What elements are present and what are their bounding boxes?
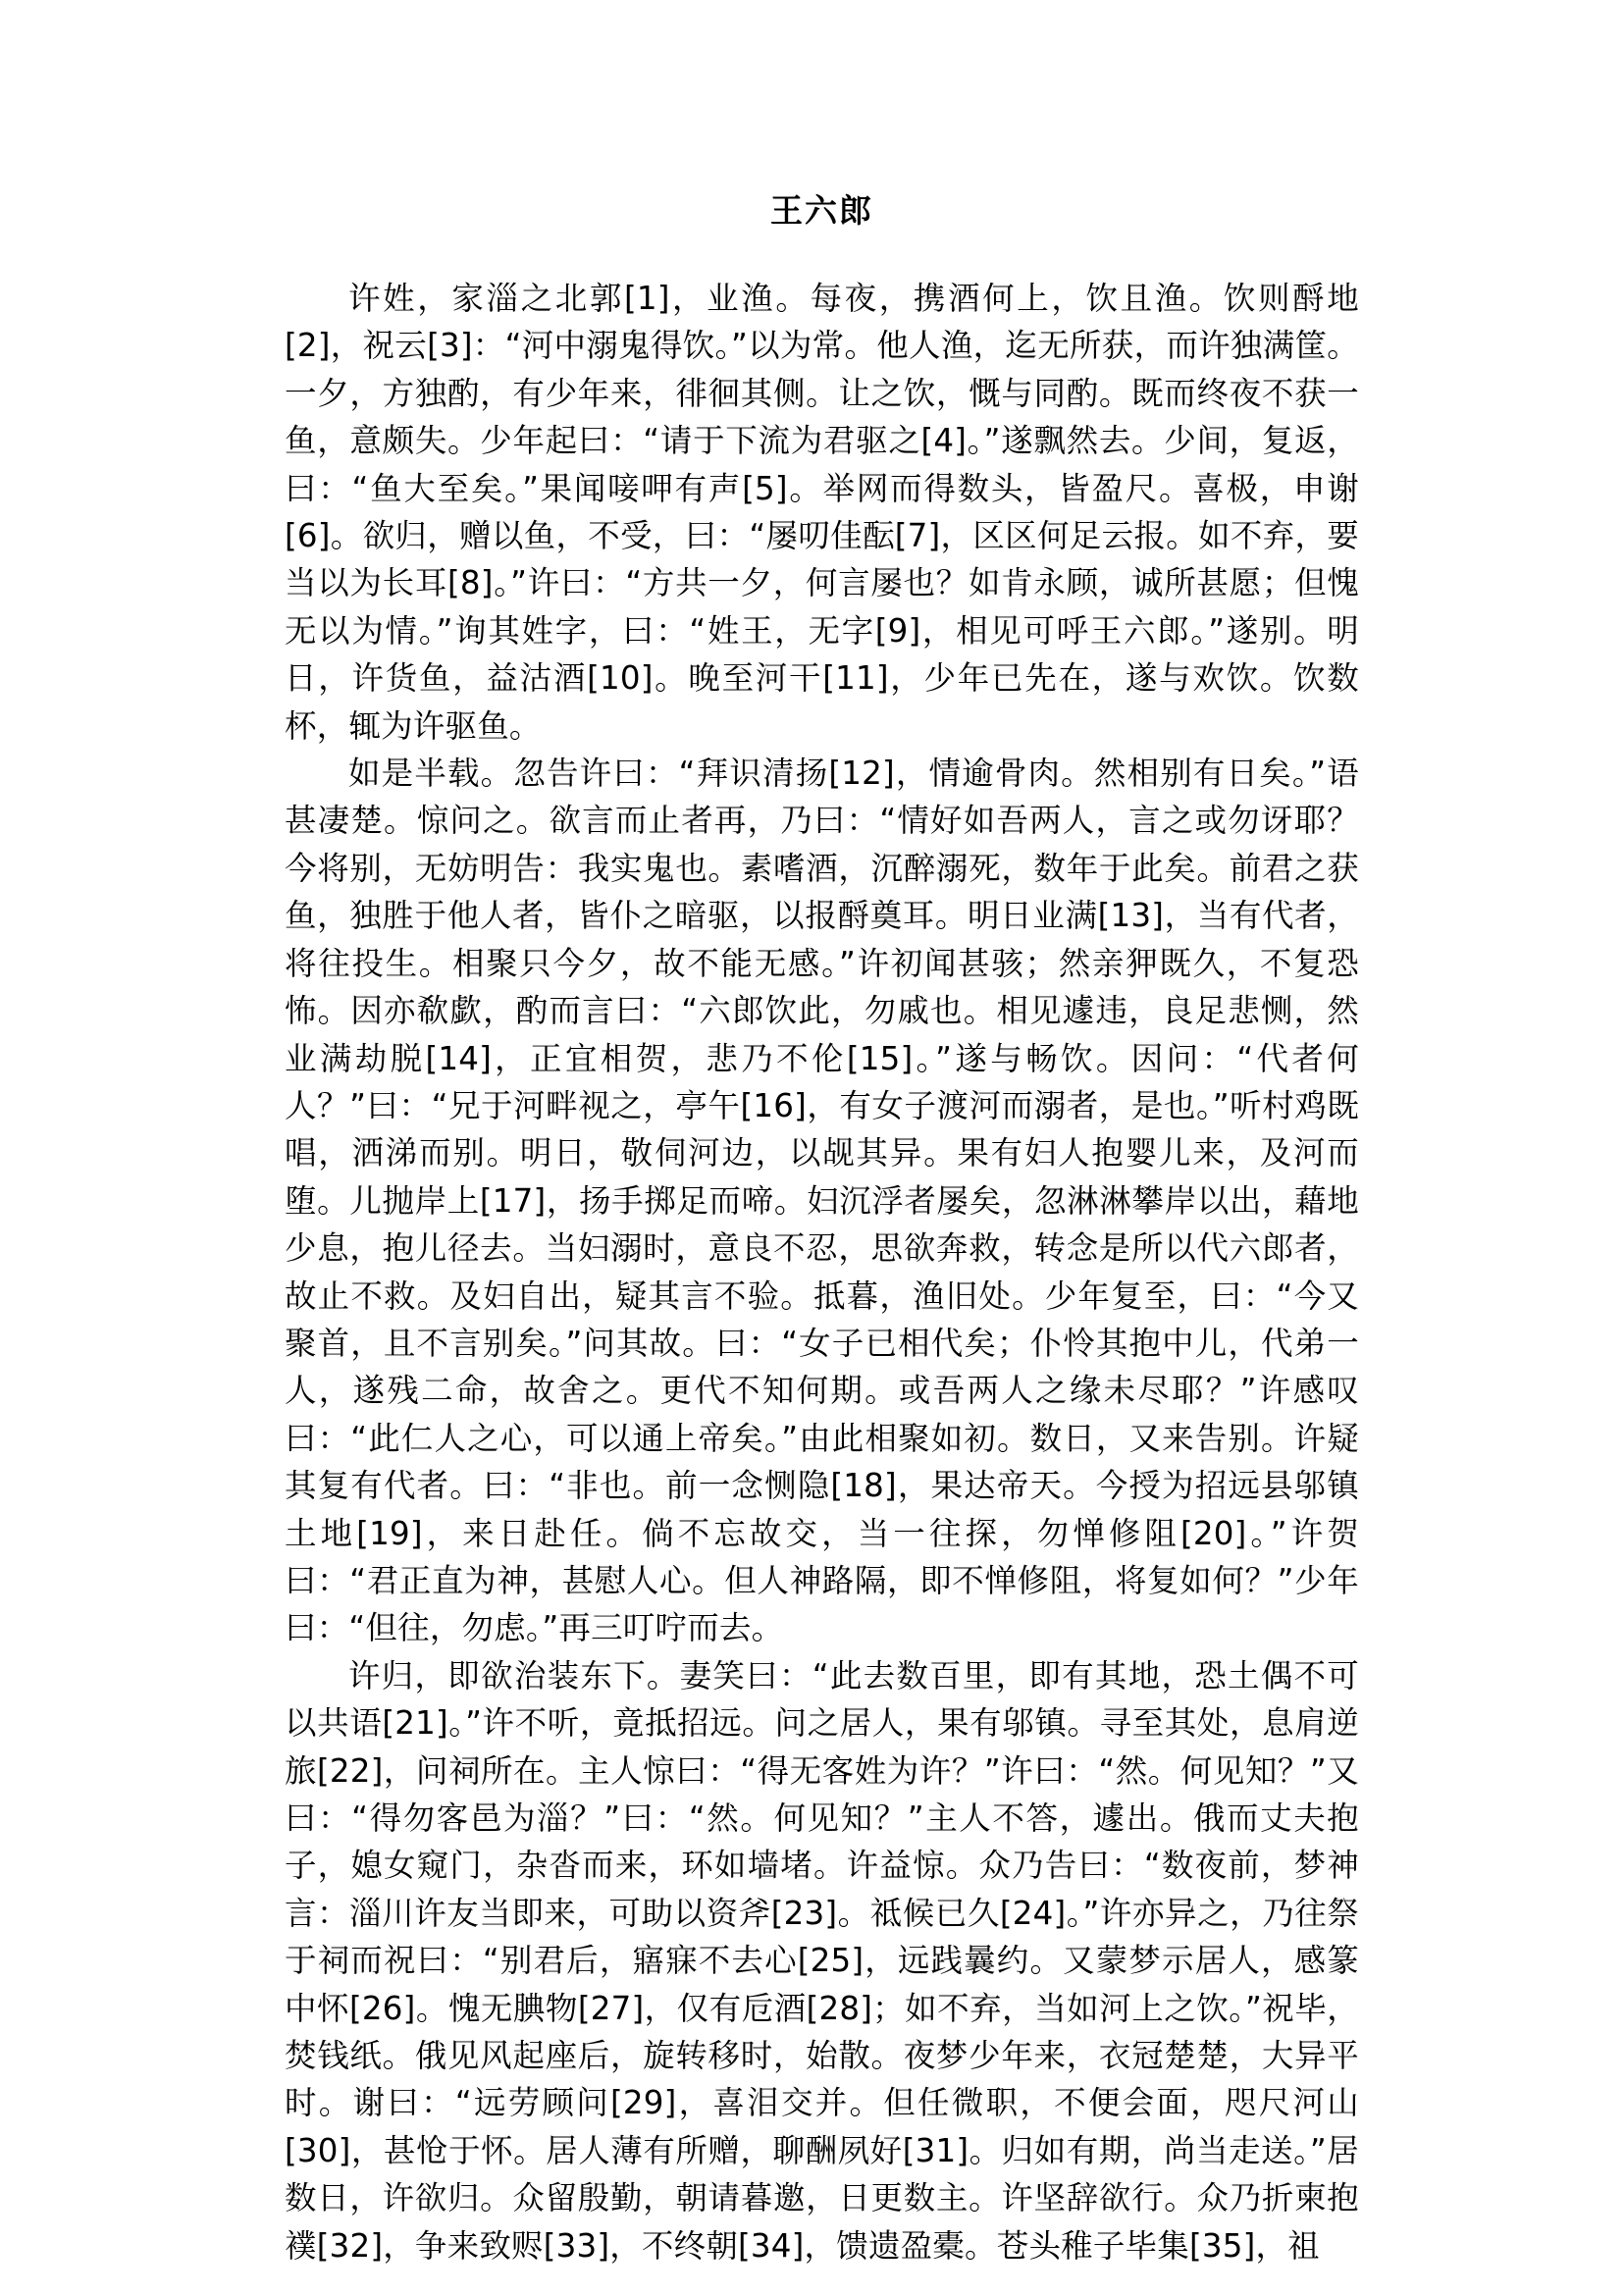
paragraph-3: 许归，即欲治装东下。妻笑曰：“此去数百里，即有其地，恐土偶不可以共语[21]。”许不听，竟抵招远。问之居人，果有邬镇。寻至其处，息肩逆旅[22]，问祠所在。主人惊曰：“得无客姓为许？”许曰：“然。何见知？”又曰：“得勿客邑为淄？”曰：“然。何见知？”主人不答，遽出。俄而丈夫抱子，媳女窥门，杂沓而来，环如墙堵。许益惊。众乃告曰：“数夜前，梦神言：淄川许友当即来，可助以资斧[23]。祗候已久[24]。”许亦异之，乃往祭于祠而祝曰：“别君后，寤寐不去心[25]，远践曩约。又蒙梦示居人，感篆中怀[26]。愧无腆物[27]，仅有卮酒[28]；如不弃，当如河上之饮。”祝毕，焚钱纸。俄见风起座后，旋转移时，始散。夜梦少年来，衣冠楚楚，大异平时。谢曰：“远劳顾问[29]，喜泪交并。但任微职，不便会面，咫尺河山[30]，甚怆于怀。居人薄有所赠，聊酬夙好[31]。归如有期，尚当走送。”居数日，许欲归。众留殷勤，朝请暮邀，日更数主。许坚辞欲行。众乃折柬抱襆[32]，争来致赆[33]，不终朝[34]，馈遗盈橐。苍头稚子毕集[35]，祖 bbox=[285, 1656, 1359, 2265]
paragraph-1: 许姓，家淄之北郭[1]，业渔。每夜，携酒何上，饮且渔。饮则酹地[2]，祝云[3]：“河中溺鬼得饮。”以为常。他人渔，迄无所获，而许独满筐。一夕，方独酌，有少年来，徘徊其侧。让之饮，慨与同酌。既而终夜不获一鱼，意颇失。少年起曰：“请于下流为君驱之[4]。”遂飘然去。少间，复返，曰：“鱼大至矣。”果闻唼呷有声[5]。举网而得数头，皆盈尺。喜极，申谢[6]。欲归，赠以鱼，不受，曰：“屡叨佳酝[7]，区区何足云报。如不弃，要当以为长耳[8]。”许曰：“方共一夕，何言屡也？如肯永顾，诚所甚愿；但愧无以为情。”询其姓字，曰：“姓王，无字[9]，相见可呼王六郎。”遂别。明日，许货鱼，益沽酒[10]。晚至河干[11]，少年已先在，遂与欢饮。饮数杯，辄为许驱鱼。 bbox=[285, 280, 1359, 745]
paragraph-2: 如是半载。忽告许曰：“拜识清扬[12]，情逾骨肉。然相别有日矣。”语甚凄楚。惊问之。欲言而止者再，乃曰：“情好如吾两人，言之或勿讶耶？今将别，无妨明告：我实鬼也。素嗜酒，沉醉溺死，数年于此矣。前君之获鱼，独胜于他人者，皆仆之暗驱，以报酹奠耳。明日业满[13]，当有代者，将往投生。相聚只今夕，故不能无感。”许初闻甚骇；然亲狎既久，不复恐怖。因亦欷歔，酌而言曰：“六郎饮此，勿戚也。相见遽违，良足悲恻，然业满劫脱[14]，正宜相贺，悲乃不伦[15]。”遂与畅饮。因问：“代者何人？”曰：“兄于河畔视之，亭午[16]，有女子渡河而溺者，是也。”听村鸡既唱，洒涕而别。明日，敬伺河边，以觇其异。果有妇人抱婴儿来，及河而堕。儿抛岸上[17]，扬手掷足而啼。妇沉浮者屡矣，忽淋淋攀岸以出，藉地少息，抱儿径去。当妇溺时，意良不忍，思欲奔救，转念是所以代六郎者，故止不救。及妇自出，疑其言不验。抵暮，渔旧处。少年复至，曰：“今又聚首，且不言别矣。”问其故。曰：“女子已相代矣；仆怜其抱中儿，代弟一人，遂残二命，故舍之。更代不知何期。或吾两人之缘未尽耶？”许感叹曰：“此仁人之心，可以通上帝矣。”由此相聚如初。数日，又来告别。许疑其复有代者。曰：“非也。前一念恻隐[18]，果达帝天。今授为招远县邬镇土地[19]，来日赴任。倘不忘故交，当一往探，勿惮修阻[20]。”许贺曰：“君正直为神，甚慰人心。但人神路隔，即不惮修阻，将复如何？”少年曰：“但往，勿虑。”再三叮咛而去。 bbox=[285, 755, 1359, 1647]
document-title: 王六郎 bbox=[770, 191, 873, 230]
document-page bbox=[285, 186, 1359, 2269]
